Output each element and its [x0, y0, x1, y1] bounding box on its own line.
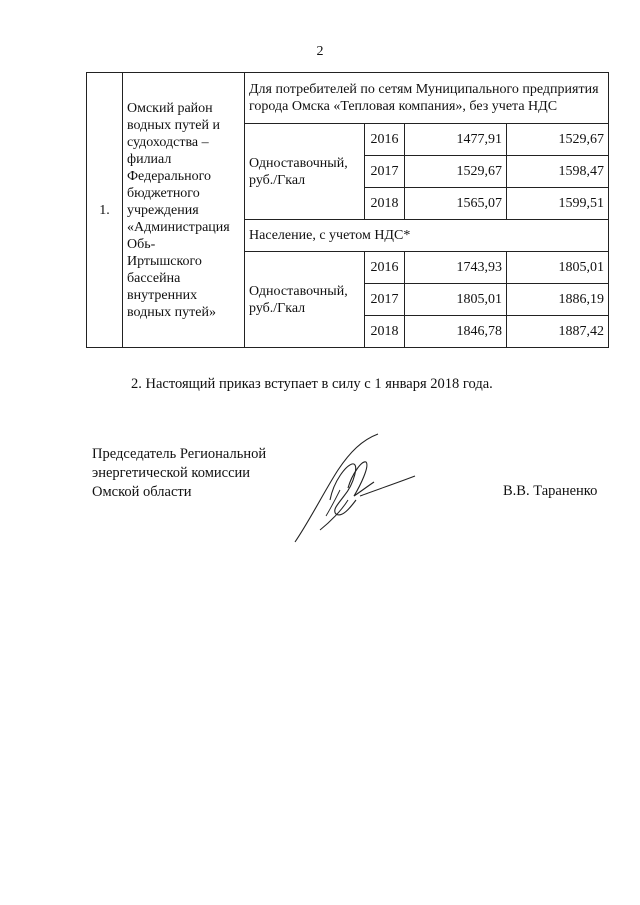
row-number-cell: 1. [87, 73, 123, 348]
tariff-value-second-half: 1805,01 [507, 252, 609, 284]
tariff-value-first-half: 1565,07 [405, 188, 507, 220]
tariff-value-second-half: 1886,19 [507, 284, 609, 316]
organization-line: учреждения [127, 202, 199, 218]
tariff-table [86, 72, 609, 348]
organization-line: Обь- [127, 236, 156, 252]
year-cell: 2017 [365, 156, 405, 188]
clause-text: 2. Настоящий приказ вступает в силу с 1 января 2018 года. [131, 376, 493, 392]
organization-line: бассейна [127, 270, 181, 286]
organization-line: Омский район [127, 100, 213, 116]
organization-line: Иртышского [127, 253, 202, 269]
tariff-value-second-half: 1529,67 [507, 124, 609, 156]
tariff-value-first-half: 1805,01 [405, 284, 507, 316]
page-number: 2 [316, 44, 324, 59]
tariff-value-second-half: 1599,51 [507, 188, 609, 220]
tariff-value-first-half: 1846,78 [405, 316, 507, 348]
section-header-population: Население, с учетом НДС* [245, 220, 609, 252]
year-cell: 2016 [365, 124, 405, 156]
organization-line: «Администрация [127, 219, 230, 235]
signer-title-line: Председатель Региональной [92, 446, 267, 462]
handwritten-signature [290, 430, 420, 550]
year-cell: 2018 [365, 316, 405, 348]
year-cell: 2018 [365, 188, 405, 220]
organization-line: филиал [127, 151, 172, 167]
organization-line: Федерального [127, 168, 212, 184]
signer-name: В.В. Тараненко [503, 483, 598, 499]
tariff-type-cell: Одноставочный, руб./Гкал [245, 124, 365, 220]
signer-title-line: энергетической комиссии [92, 465, 251, 481]
organization-cell [123, 73, 245, 348]
organization-line: водных путей» [127, 304, 216, 320]
organization-line: судоходства – [127, 134, 209, 150]
tariff-value-first-half: 1477,91 [405, 124, 507, 156]
tariff-value-first-half: 1743,93 [405, 252, 507, 284]
organization-line: бюджетного [127, 185, 200, 201]
organization-line: внутренних [127, 287, 198, 303]
tariff-value-second-half: 1887,42 [507, 316, 609, 348]
tariff-value-second-half: 1598,47 [507, 156, 609, 188]
organization-line: водных путей и [127, 117, 220, 133]
signer-title [92, 445, 266, 502]
section-header-commercial: Для потребителей по сетям Муниципального предприятия города Омска «Тепловая компания», без учета НДС [245, 73, 609, 124]
year-cell: 2017 [365, 284, 405, 316]
signer-title-line: Омской области [92, 484, 192, 500]
tariff-value-first-half: 1529,67 [405, 156, 507, 188]
year-cell: 2016 [365, 252, 405, 284]
tariff-type-cell: Одноставочный, руб./Гкал [245, 252, 365, 348]
